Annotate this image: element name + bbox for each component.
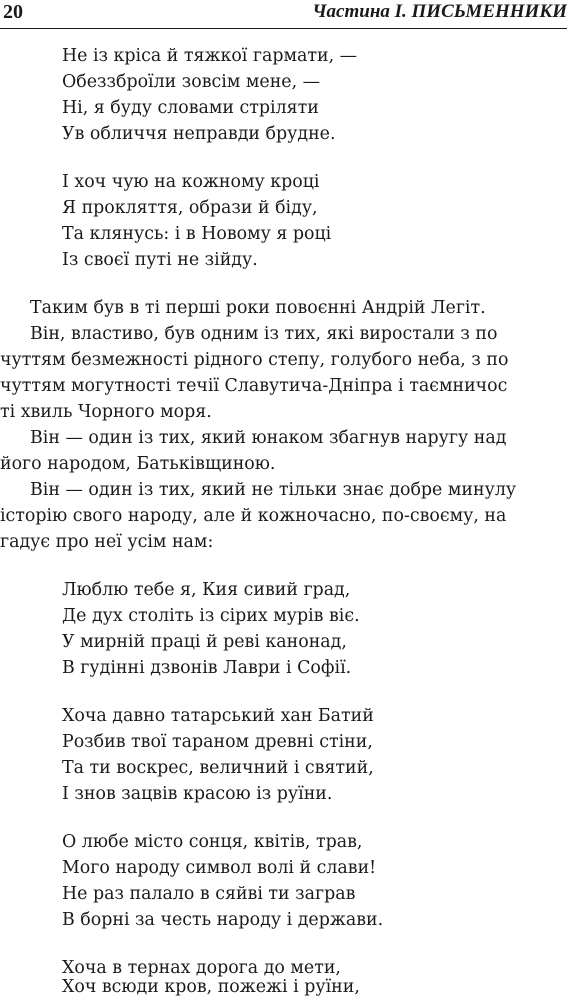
poem-line: Ув обличчя неправди брудне. [62,124,336,144]
page-number: 20 [3,1,23,23]
poem-line: Я прокляття, образи й біду, [62,198,318,218]
poem-line: Та ти воскрес, величний і святий, [62,758,374,778]
paragraph-line: історію свого народу, але й кожночасно, по-своєму, на [0,506,507,526]
paragraph-line: Він — один із тих, який не тільки знає добре минулу [30,480,517,500]
poem-line: О любе місто сонця, квітів, трав, [62,832,363,852]
poem-line: Мого народу символ волі й слави! [62,858,377,878]
paragraph-line: чуттям могутності течії Славутича-Дніпра і таємничос [0,376,508,396]
poem-line: Люблю тебе я, Кия сивий град, [62,580,351,600]
paragraph-line: чуттям безмежності рідного степу, голубого неба, з по [0,350,509,370]
poem-line: В борні за честь народу і держави. [62,910,384,930]
poem-line: У мирній праці й реві канонад, [62,632,347,652]
poem-line: Не раз палало в сяйві ти заграв [62,884,356,904]
poem-line: Із своєї путі не зійду. [62,250,258,270]
poem-line: Ні, я буду словами стріляти [62,98,319,118]
paragraph-line: Він — один із тих, який юнаком збагнув наругу над [30,428,507,448]
poem-line: Розбив твої тараном древні стіни, [62,732,373,752]
paragraph-line: його народом, Батьківщиною. [0,454,276,474]
paragraph-line: гадує про неї усім нам: [0,532,214,552]
poem-line: І хоч чую на кожному кроці [62,172,320,192]
poem-line: Хоча давно татарський хан Батий [62,706,374,726]
poem-line: Хоч всюди кров, пожежі і руїни, [62,977,360,997]
paragraph-line: Він, властиво, був одним із тих, які виростали з по [30,324,498,344]
poem-line: Не із кріса й тяжкої гармати, — [62,46,358,66]
running-title: Частина І. ПИСЬМЕННИКИ [312,1,567,22]
poem-line: Хоча в тернах дорога до мети, [62,958,341,978]
poem-line: Обеззброїли зовсім мене, — [62,72,321,92]
poem-line: Де дух століть із сірих мурів віє. [62,606,360,626]
poem-line: І знов зацвів красою із руїни. [62,784,333,804]
paragraph-line: ті хвиль Чорного моря. [0,402,212,422]
paragraph-line: Таким був в ті перші роки повоєнні Андрій Легіт. [30,298,486,318]
poem-line: Та клянусь: і в Новому я році [62,224,332,244]
poem-line: В гудінні дзвонів Лаври і Софії. [62,658,352,678]
